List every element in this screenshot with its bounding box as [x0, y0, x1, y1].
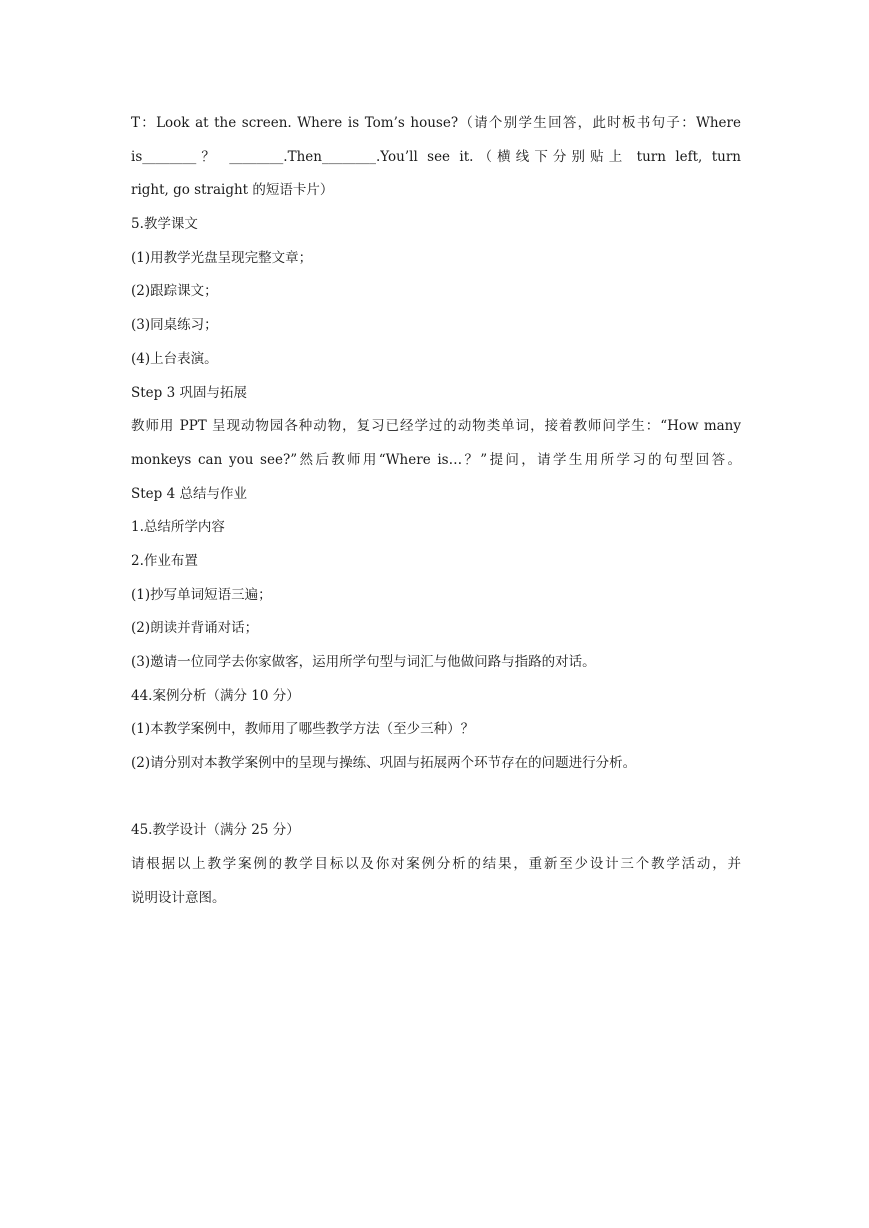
list-item: (4)上台表演。 [131, 350, 218, 367]
dialogue-line-1: T：Look at the screen. Where is Tom’s house?（请个别学生回答，此时板书句子：Where [131, 115, 741, 131]
dialogue-line-3: right, go straight 的短语卡片） [131, 182, 334, 199]
list-item: (2)朗读并背诵对话； [131, 620, 259, 637]
document-page [131, 107, 741, 916]
question-item: (2)请分别对本教学案例中的呈现与操练、巩固与拓展两个环节存在的问题进行分析。 [131, 755, 637, 772]
paragraph-line: 教师用 PPT 呈现动物园各种动物，复习已经学过的动物类单词，接着教师问学生：“How many [131, 418, 741, 435]
list-item: (1)用教学光盘呈现完整文章； [131, 249, 313, 266]
list-item: (1)抄写单词短语三遍； [131, 586, 272, 603]
list-item: 1.总结所学内容 [131, 519, 225, 536]
paragraph-line: 请根据以上教学案例的教学目标以及你对案例分析的结果，重新至少设计三个教学活动，并 [131, 856, 741, 873]
list-item: (3)邀请一位同学去你家做客，运用所学句型与词汇与他做问路与指路的对话。 [131, 654, 596, 670]
step-3-heading: Step 3 巩固与拓展 [131, 384, 247, 401]
step-4-heading: Step 4 总结与作业 [131, 485, 247, 502]
spacer [131, 781, 741, 815]
paragraph-line: 说明设计意图。 [131, 889, 226, 906]
list-item: (3)同桌练习； [131, 317, 218, 334]
paragraph-line: monkeys can you see?”然后教师用“Where is…？”提问，请学生用所学习的句型回答。 [131, 451, 741, 468]
dialogue-line-2: is________？ ________.Then________.You’ll see it.（横线下分别贴上 turn left, turn [131, 148, 741, 165]
question-item: (1)本教学案例中，教师用了哪些教学方法（至少三种）？ [131, 721, 475, 738]
list-item: 2.作业布置 [131, 552, 198, 569]
section-heading-text: 5.教学课文 [131, 216, 198, 233]
question-44-heading: 44.案例分析（满分 10 分） [131, 687, 300, 704]
question-45-heading: 45.教学设计（满分 25 分） [131, 822, 300, 839]
list-item: (2)跟踪课文； [131, 283, 218, 300]
